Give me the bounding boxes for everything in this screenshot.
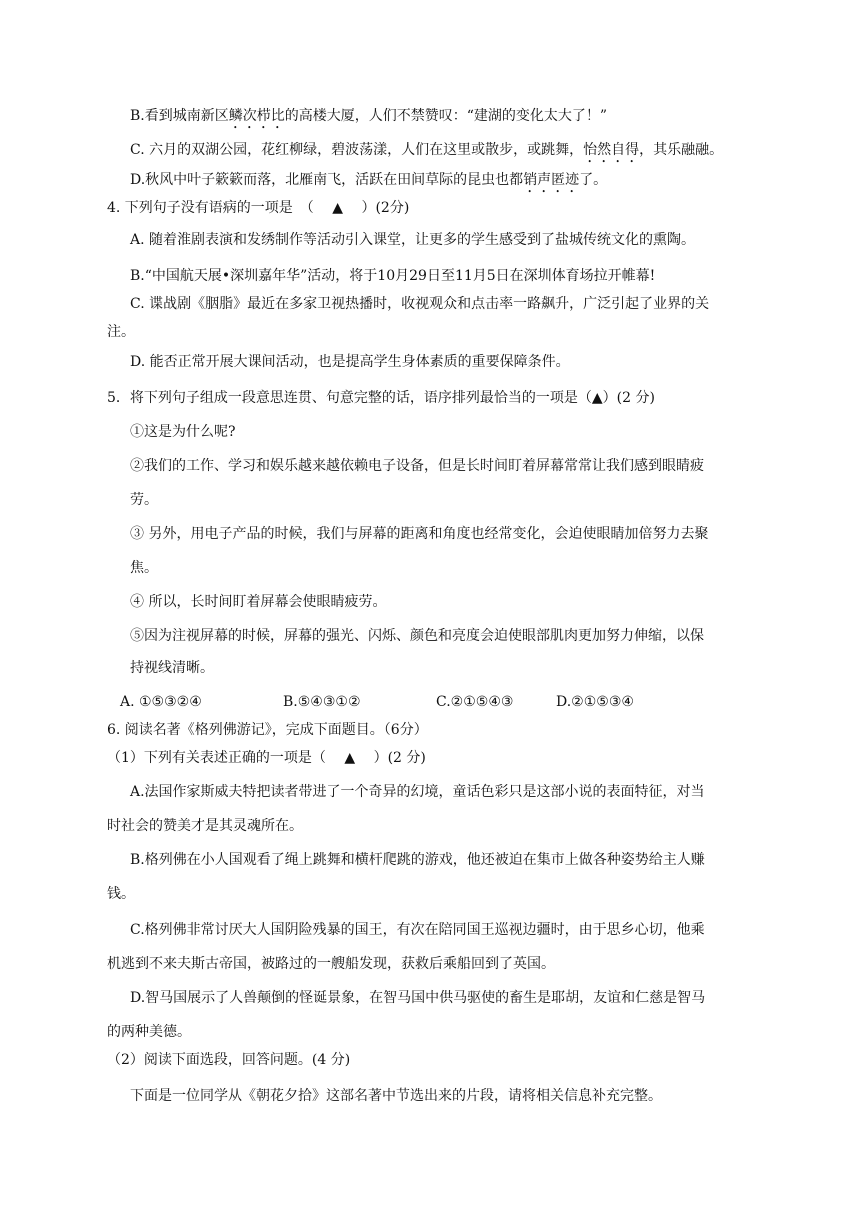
q3-option-b-emphasis: 鳞次栉比 [228,108,285,124]
q6-option-d-line1: D.智马国展示了人兽颠倒的怪诞景象，在智马国中供马驱使的畜生是耶胡，友谊和仁慈是智马 [130,990,706,1006]
q5-option-d: D.②①⑤③④ [556,694,634,710]
q3-option-d-emphasis: 销声匿迹 [523,172,580,188]
q5-sentence-2-line2: 劳。 [130,492,158,508]
q6-option-b-line1: B.格列佛在小人国观看了绳上跳舞和横杆爬跳的游戏，他还被迫在集市上做各种姿势给主人赚 [130,852,705,868]
q6-option-c-line1: C.格列佛非常讨厌大人国阴险残暴的国王，有次在陪同国王巡视边疆时，由于思乡心切，他乘 [130,922,705,938]
q6-option-a-line2: 时社会的赞美才是其灵魂所在。 [107,818,303,834]
q3-option-b: B.看到城南新区鳞次栉比的高楼大厦，人们不禁赞叹：“建湖的变化太大了！” [130,108,608,124]
q6-option-a-line1: A.法国作家斯威夫特把读者带进了一个奇异的幻境，童话色彩只是这部小说的表面特征，对当 [130,784,705,800]
q3-option-c: C. 六月的双湖公园，花红柳绿，碧波荡漾，人们在这里或散步，或跳舞，怡然自得，其乐融融。 [130,142,724,158]
q4-option-d: D. 能否正常开展大课间活动，也是提高学生身体素质的重要保障条件。 [130,354,570,370]
q5-sentence-1: ①这是为什么呢? [130,424,236,440]
q6-sub2-intro: 下面是一位同学从《朝花夕拾》这部名著中节选出来的片段，请将相关信息补充完整。 [130,1088,662,1104]
q4-option-c-line1: C. 谍战剧《胭脂》最近在多家卫视热播时，收视观众和点击率一路飙升，广泛引起了业界的关 [130,296,710,312]
q5-option-c: C.②①⑤④③ [436,694,514,710]
q5-sentence-2-line1: ②我们的工作、学习和娱乐越来越依赖电子设备，但是长时间盯着屏幕常常让我们感到眼睛疲 [130,458,704,474]
q4-stem: 4. 下列句子没有语病的一项是 （ ▲ ）(2分) [107,200,410,216]
q5-stem: 5．将下列句子组成一段意思连贯、句意完整的话，语序排列最恰当的一项是（▲）(2 分) [107,390,655,406]
q6-sub1-stem: （1）下列有关表述正确的一项是（ ▲ ）(2 分) [107,750,426,766]
q6-option-d-line2: 的两种美德。 [107,1024,191,1040]
q5-option-a: A. ①⑤③②④ [120,694,202,710]
q3-option-d: D.秋风中叶子簌簌而落，北雁南飞，活跃在田间草际的昆虫也都销声匿迹了。 [130,172,608,188]
q5-sentence-5-line2: 持视线清晰。 [130,660,214,676]
q4-option-a: A. 随着淮剧表演和发绣制作等活动引入课堂，让更多的学生感受到了盐城传统文化的熏陶。 [130,232,696,248]
q3-option-c-emphasis: 怡然自得 [583,142,640,158]
q5-sentence-3-line2: 焦。 [130,560,158,576]
q5-sentence-4: ④ 所以，长时间盯着屏幕会使眼睛疲劳。 [130,594,387,610]
q5-option-b: B.⑤④③①② [283,694,361,710]
q6-option-b-line2: 钱。 [107,886,135,902]
q4-option-b: B.“中国航天展•深圳嘉年华”活动，将于10月29日至11月5日在深圳体育场拉开帷幕! [130,268,656,284]
q4-option-c-line2: 注。 [107,324,135,340]
q5-sentence-5-line1: ⑤因为注视屏幕的时候，屏幕的强光、闪烁、颜色和亮度会迫使眼部肌肉更加努力伸缩，以保 [130,628,704,644]
q6-option-c-line2: 机逃到不来夫斯古帝国，被路过的一艘船发现，获救后乘船回到了英国。 [107,956,555,972]
q6-stem: 6. 阅读名著《格列佛游记》，完成下面题目。（6分） [107,722,428,738]
q5-sentence-3-line1: ③ 另外，用电子产品的时候，我们与屏幕的距离和角度也经常变化，会迫使眼睛加倍努力去聚 [130,526,709,542]
q6-sub2-stem: （2）阅读下面选段，回答问题。(4 分) [107,1052,351,1068]
